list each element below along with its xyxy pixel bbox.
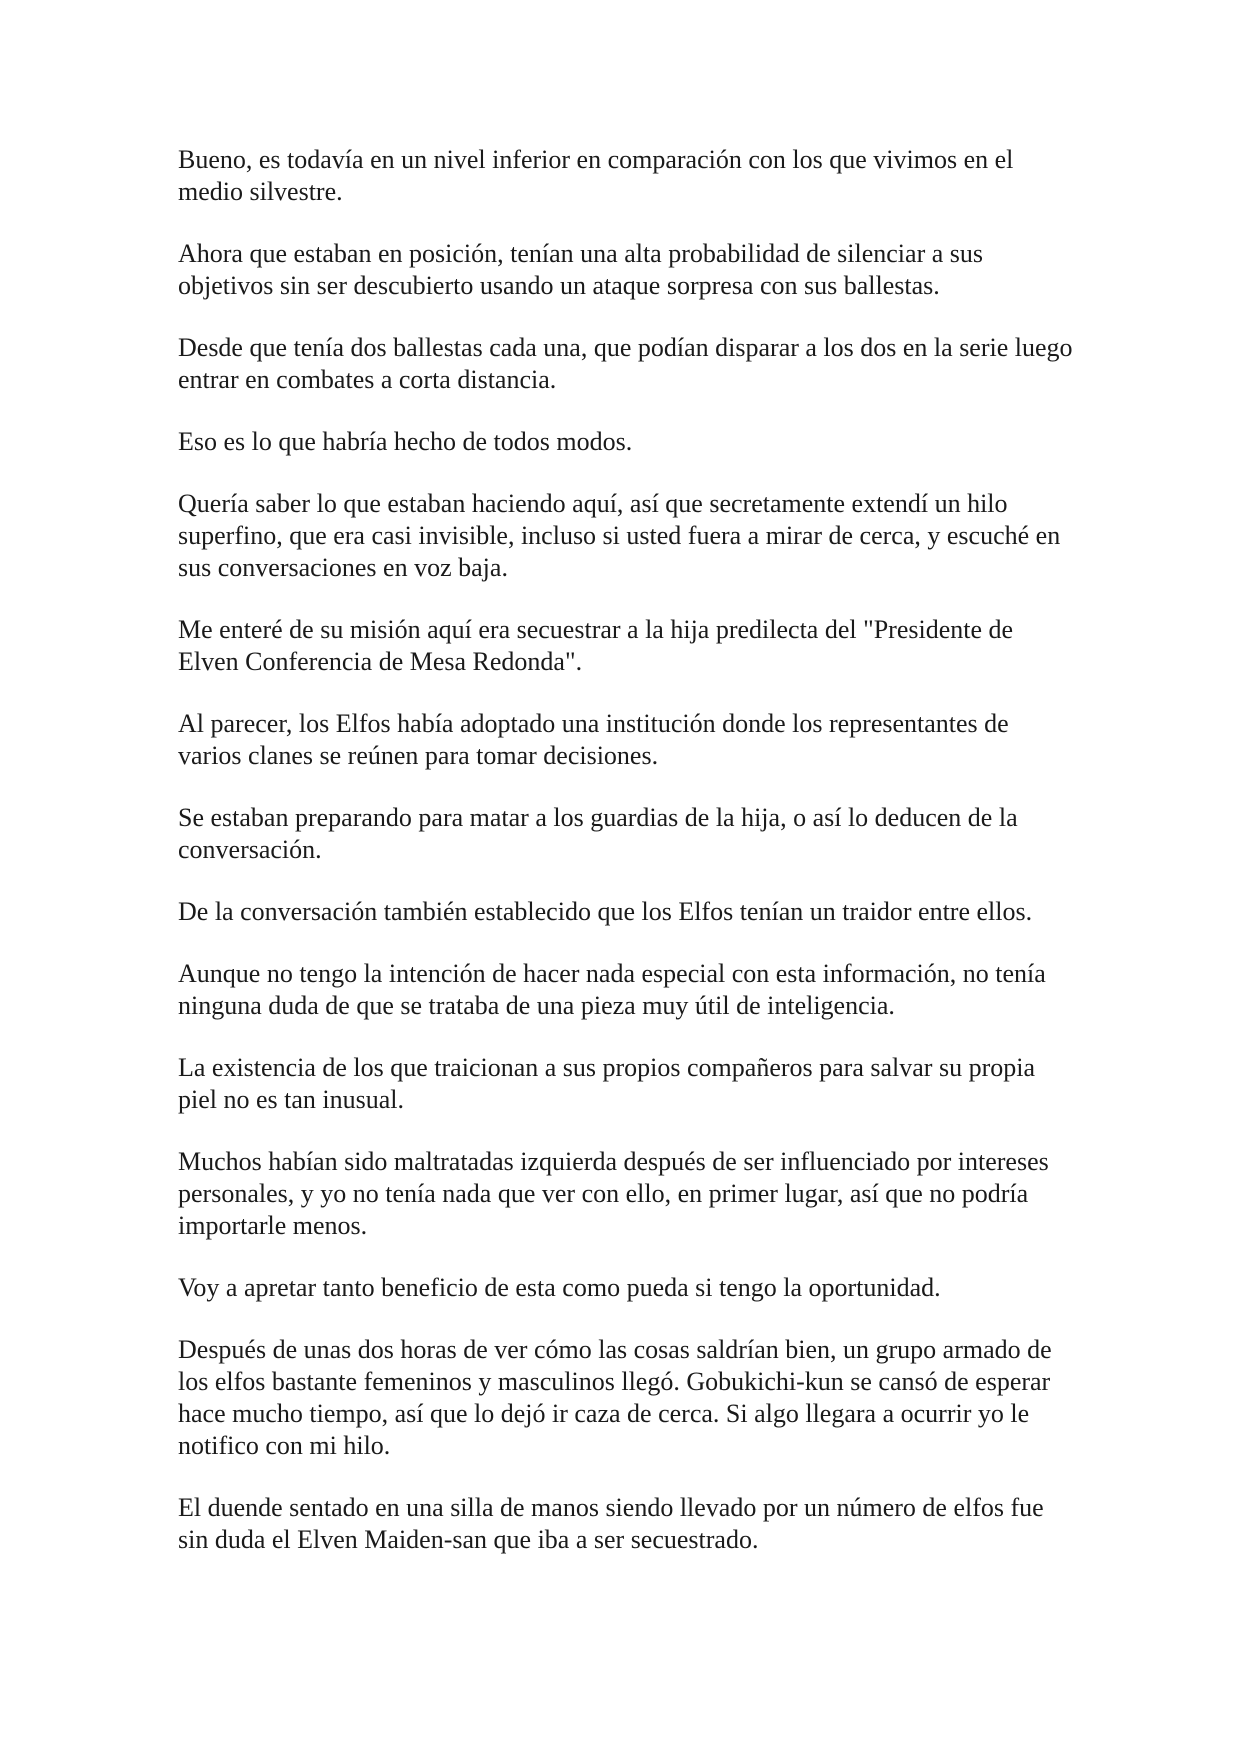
paragraph: Voy a apretar tanto beneficio de esta como pueda si tengo la oportunidad.	[178, 1273, 941, 1302]
paragraph: De la conversación también establecido que los Elfos tenían un traidor entre ellos.	[178, 897, 1033, 926]
paragraph: Después de unas dos horas de ver cómo las cosas saldrían bien, un grupo armado de los elfos bastante femeninos y masculinos llegó. Gobukichi-kun se cansó de esperar hace mucho tiempo, así que lo dejó ir caza de cerca. Si algo llegara a ocurrir yo le notifico con mi hilo.	[178, 1335, 1052, 1460]
paragraph: El duende sentado en una silla de manos siendo llevado por un número de elfos fue sin duda el Elven Maiden-san que iba a ser secuestrado.	[178, 1493, 1044, 1554]
paragraph: Ahora que estaban en posición, tenían una alta probabilidad de silenciar a sus objetivos sin ser descubierto usando un ataque sorpresa con sus ballestas.	[178, 239, 984, 300]
paragraph: Muchos habían sido maltratadas izquierda después de ser influenciado por intereses personales, y yo no tenía nada que ver con ello, en primer lugar, así que no podría importarle menos.	[178, 1147, 1049, 1240]
paragraph: Me enteré de su misión aquí era secuestrar a la hija predilecta del "Presidente de Elven Conferencia de Mesa Redonda".	[178, 615, 1014, 676]
document-body	[178, 144, 1078, 1556]
paragraph: Quería saber lo que estaban haciendo aquí, así que secretamente extendí un hilo superfino, que era casi invisible, incluso si usted fuera a mirar de cerca, y escuché en sus conversaciones en voz baja.	[178, 489, 1061, 582]
paragraph: Bueno, es todavía en un nivel inferior en comparación con los que vivimos en el medio silvestre.	[178, 145, 1014, 206]
paragraph: Al parecer, los Elfos había adoptado una institución donde los representantes de varios clanes se reúnen para tomar decisiones.	[178, 709, 1009, 770]
paragraph: Aunque no tengo la intención de hacer nada especial con esta información, no tenía ninguna duda de que se trataba de una pieza muy útil de inteligencia.	[178, 959, 1046, 1020]
paragraph: Desde que tenía dos ballestas cada una, que podían disparar a los dos en la serie luego entrar en combates a corta distancia.	[178, 333, 1073, 394]
paragraph: La existencia de los que traicionan a sus propios compañeros para salvar su propia piel no es tan inusual.	[178, 1053, 1035, 1114]
paragraph: Eso es lo que habría hecho de todos modos.	[178, 427, 633, 456]
paragraph: Se estaban preparando para matar a los guardias de la hija, o así lo deducen de la conversación.	[178, 803, 1018, 864]
